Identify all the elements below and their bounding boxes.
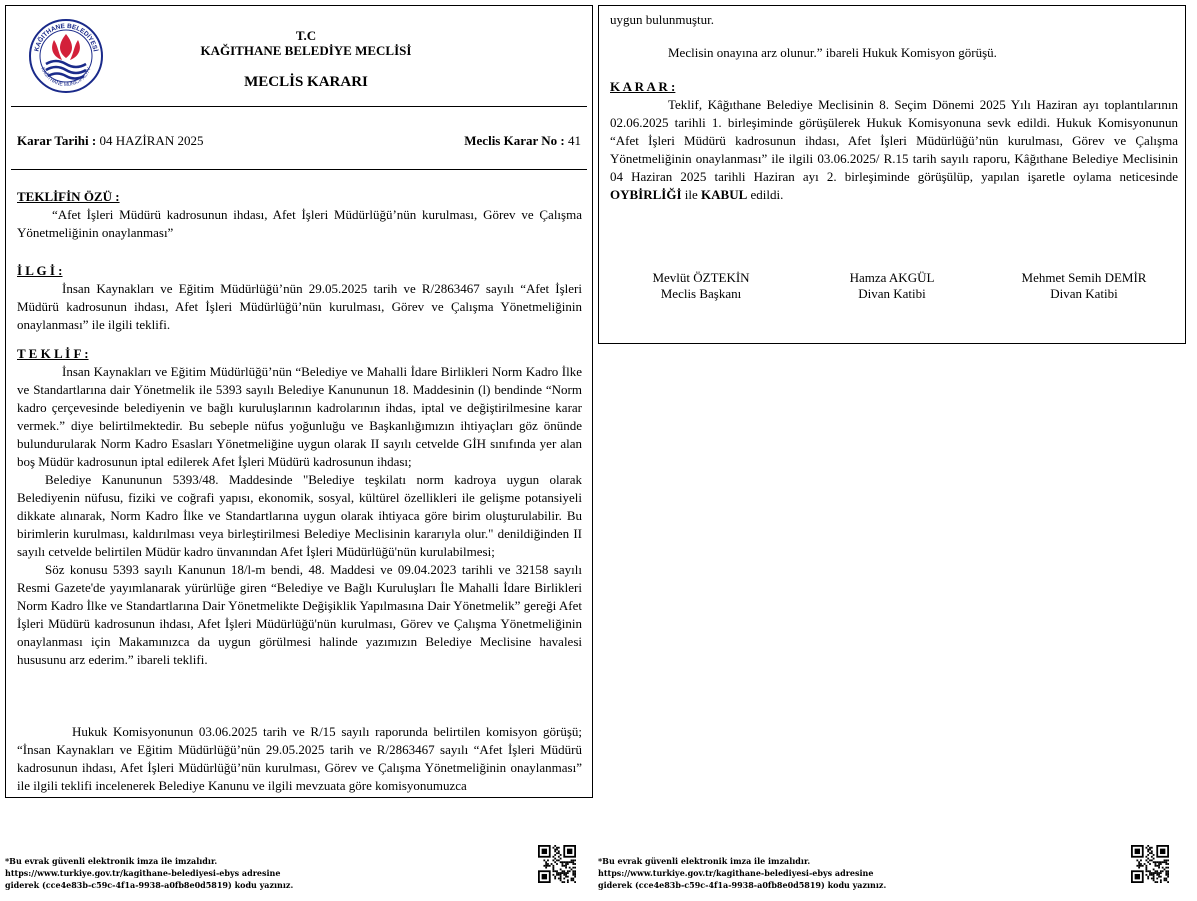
hukuk-text: Hukuk Komisyonunun 03.06.2025 tarih ve R/15 sayılı raporunda belirtilen komisyon görüşü; “İnsan Kaynakları ve Eğitim Müdürlüğü’nün 29.05.2025 tarih ve R/2863467 sayılı “Afet İşleri Müdürü kadrosunun ihdası, Afet İşleri Müdürlüğü’nün kurulması, Görev ve Çalışma Yönetmeliğinin onaylanması” ile ilgili teklifi incelenerek Belediye Kanunu ve ilgili mevzuata göre komisyonumuzca <box>17 724 582 793</box>
section-title: K A R A R : <box>610 79 676 94</box>
header-institution: KAĞITHANE BELEDİYE MECLİSİ <box>200 43 412 58</box>
signatory-title: Meclis Başkanı <box>660 286 742 301</box>
document-title: MECLİS KARARI <box>244 74 368 90</box>
teklif-paragraph-1: İnsan Kaynakları ve Eğitim Müdürlüğü’nün “Belediye ve Mahalli İdare Birlikleri Norm Kadro İlke ve Standartlarına dair Yönetmelik ile 5393 sayılı Belediye Kanununun 18. Maddesinin (l) bendinde “Norm kadro çerçevesinde belediyenin ve bağlı kuruluşlarının kadrolarının ihdas, iptal ve değiştirilmesine karar vermek.” diye belirtilmektedir. Bu sebeple nüfus yoğunluğu ve Başkanlığımızın ihtiyaçları göz önünde bulundurularak Norm Kadro Esasları Yönetmeliğine uygun olarak II sayılı cetvelde GİH sınıfında yer alan boş Müdür kadrosunun iptal edilerek Afet İşleri Müdürü kadrosunun ihdası; <box>17 364 582 469</box>
signatory-name: Hamza AKGÜL <box>849 270 935 285</box>
section-title: T E K L İ F : <box>17 346 89 361</box>
divider <box>11 106 587 107</box>
left-page <box>5 5 593 798</box>
decision-date: Karar Tarihi : 04 HAZİRAN 2025 <box>17 133 204 148</box>
continuation-text: uygun bulunmuştur. <box>610 12 715 27</box>
qr-code-icon <box>538 844 576 884</box>
signatory-title: Divan Katibi <box>1050 286 1118 301</box>
ilgi-section <box>17 262 582 334</box>
signatory-name: Mevlüt ÖZTEKİN <box>652 270 750 285</box>
decision-number: Meclis Karar No : 41 <box>464 133 581 148</box>
section-title: İ L G İ : <box>17 263 63 278</box>
right-page <box>598 5 1186 344</box>
teklif-ozu-text: “Afet İşleri Müdürü kadrosunun ihdası, Afet İşleri Müdürlüğü’nün kurulması, Görev ve Çalışma Yönetmeliğinin onaylanması” <box>17 207 582 240</box>
municipality-logo <box>28 18 104 94</box>
e-signature-notice: *Bu evrak güvenli elektronik imza ile imzalıdır. https://www.turkiye.gov.tr/kagithane-belediyesi-ebys adresine giderek (cce4e83b-c59c-4f1a-9938-a0fb8e0d5819) kodu yazınız. <box>598 856 887 890</box>
divider <box>11 169 587 170</box>
teklif-paragraph-3: Söz konusu 5393 sayılı Kanunun 18/l-m bendi, 48. Maddesi ve 09.04.2023 tarihli ve 32158 sayılı Resmi Gazete'de yayımlanarak yürürlüğe giren “Belediye ve Bağlı Kuruluşları İle Mahalli İdare Birlikleri Norm Kadro İlke ve Standartlarına Dair Yönetmelikte Değişiklik Yapılmasına Dair Yönetmelik” gereği Afet İşleri Müdürü kadrosunun ihdası, Afet İşleri Müdürlüğü'nün kurulması, Görev ve Çalışma Yönetmeliğinin onaylanması için Makamınızca da uygun görülmesi halinde yazımızın Belediye Meclisine havalesi hususunu arz ederim.” ibareli teklifi. <box>17 562 582 667</box>
teklif-paragraph-2: Belediye Kanununun 5393/48. Maddesinde "Belediye teşkilatı norm kadroya uygun olarak Belediyenin nüfusu, fiziki ve coğrafi yapısı, ekonomik, sosyal, kültürel özellikleri ile gelişme potansiyeli dikkate alınarak, Norm Kadro İlke ve Standartlarına uygun olarak ihtiyaca göre birim oluşturulabilir. Bu birimlerin kurulması, kaldırılması veya birleştirilmesi Belediye Meclisinin kararıyla olur." denildiğinden II sayılı cetvelde belirtilen Müdür kadro ünvanından Afet İşleri Müdürlüğü'nün kurulabilmesi; <box>17 472 582 559</box>
teklif-ozu-section <box>17 188 582 242</box>
signature-block <box>802 270 982 302</box>
commission-conclusion: Meclisin onayına arz olunur.” ibareli Hukuk Komisyon görüşü. <box>668 45 997 60</box>
karar-text: Teklif, Kâğıthane Belediye Meclisinin 8. Seçim Dönemi 2025 Yılı Haziran ayı toplantılarının 02.06.2025 tarihli 1. birleşiminde görüşülerek Hukuk Komisyonuna sevk edildi. Hukuk Komisyonunun “Afet İşleri Müdürü kadrosunun ihdası, Afet İşleri Müdürlüğü’nün kurulması, Görev ve Çalışma Yönetmeliğinin onaylanması” ile ilgili 03.06.2025/ R.15 tarih sayılı raporu, Kâğıthane Belediye Meclisinin 04 Haziran 2025 tarihli Haziran ayı 2. birleşiminde görüşülüp, yapılan işaretle oylama neticesinde OYBİRLİĞİ ile KABUL edildi. <box>610 97 1178 202</box>
hukuk-section <box>17 723 582 795</box>
ilgi-text: İnsan Kaynakları ve Eğitim Müdürlüğü’nün 29.05.2025 tarih ve R/2863467 sayılı “Afet İşleri Müdürü kadrosunun ihdası, Afet İşleri Müdürlüğü’nün kurulması, Görev ve Çalışma Yönetmeliğinin onaylanması” ile ilgili teklifi. <box>17 281 582 332</box>
section-title: TEKLİFİN ÖZÜ : <box>17 189 120 204</box>
signatory-title: Divan Katibi <box>858 286 926 301</box>
qr-code-icon <box>1131 844 1169 884</box>
header-tc: T.C <box>295 28 317 43</box>
teklif-section <box>17 345 582 669</box>
logo-text-bottom: KAĞITHANE MUNICIPALITY <box>39 66 93 89</box>
signature-block <box>611 270 791 302</box>
signatory-name: Mehmet Semih DEMİR <box>1021 270 1147 285</box>
karar-section <box>610 78 1178 204</box>
e-signature-notice: *Bu evrak güvenli elektronik imza ile imzalıdır. https://www.turkiye.gov.tr/kagithane-belediyesi-ebys adresine giderek (cce4e83b-c59c-4f1a-9938-a0fb8e0d5819) kodu yazınız. <box>5 856 294 890</box>
signature-block <box>994 270 1174 302</box>
logo-text-top: KAĞITHANE BELEDİYESİ <box>33 22 99 53</box>
